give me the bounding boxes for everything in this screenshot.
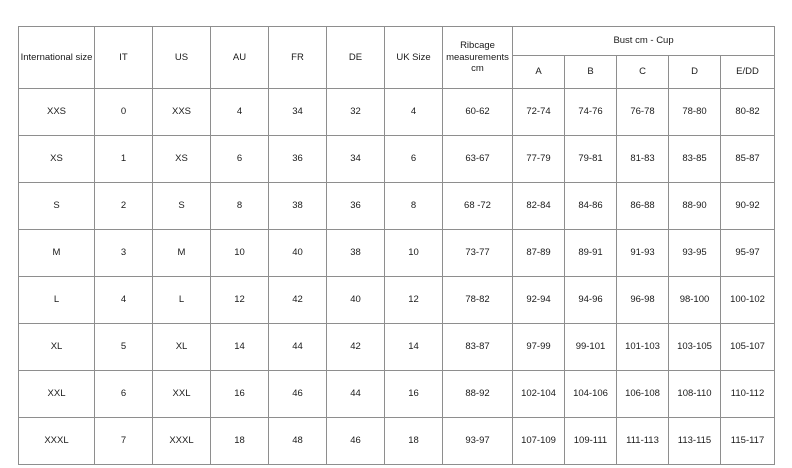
cell-fr: 34 bbox=[269, 89, 327, 136]
cell-us: L bbox=[153, 277, 211, 324]
cell-us: XXL bbox=[153, 371, 211, 418]
cell-fr: 42 bbox=[269, 277, 327, 324]
cell-au: 10 bbox=[211, 230, 269, 277]
cell-cup-b: 94-96 bbox=[565, 277, 617, 324]
cell-cup-c: 106-108 bbox=[617, 371, 669, 418]
table-row bbox=[19, 371, 775, 418]
cell-au: 8 bbox=[211, 183, 269, 230]
header-international-size: International size bbox=[19, 27, 95, 89]
header-de: DE bbox=[327, 27, 385, 89]
cell-cup-edd: 115-117 bbox=[721, 418, 775, 465]
table-row bbox=[19, 136, 775, 183]
cell-cup-d: 98-100 bbox=[669, 277, 721, 324]
cell-de: 38 bbox=[327, 230, 385, 277]
header-it: IT bbox=[95, 27, 153, 89]
cell-cup-a: 102-104 bbox=[513, 371, 565, 418]
cell-cup-d: 103-105 bbox=[669, 324, 721, 371]
cell-uk: 14 bbox=[385, 324, 443, 371]
cell-it: 0 bbox=[95, 89, 153, 136]
header-cup-edd: E/DD bbox=[721, 56, 775, 89]
cell-us: XXS bbox=[153, 89, 211, 136]
cell-us: XL bbox=[153, 324, 211, 371]
header-cup-d: D bbox=[669, 56, 721, 89]
header-cup-b: B bbox=[565, 56, 617, 89]
cell-it: 1 bbox=[95, 136, 153, 183]
table-row bbox=[19, 418, 775, 465]
header-uk-size: UK Size bbox=[385, 27, 443, 89]
header-ribcage-measurements: Ribcage measurements cm bbox=[443, 27, 513, 89]
cell-cup-a: 82-84 bbox=[513, 183, 565, 230]
header-bust-cup-group: Bust cm - Cup bbox=[513, 27, 775, 56]
cell-cup-c: 101-103 bbox=[617, 324, 669, 371]
cell-cup-b: 74-76 bbox=[565, 89, 617, 136]
cell-international-size: XL bbox=[19, 324, 95, 371]
cell-ribcage: 73-77 bbox=[443, 230, 513, 277]
cell-international-size: XXXL bbox=[19, 418, 95, 465]
cell-cup-edd: 105-107 bbox=[721, 324, 775, 371]
cell-au: 18 bbox=[211, 418, 269, 465]
cell-cup-edd: 100-102 bbox=[721, 277, 775, 324]
cell-ribcage: 88-92 bbox=[443, 371, 513, 418]
cell-fr: 36 bbox=[269, 136, 327, 183]
cell-cup-b: 84-86 bbox=[565, 183, 617, 230]
cell-cup-b: 109-111 bbox=[565, 418, 617, 465]
cell-fr: 38 bbox=[269, 183, 327, 230]
cell-international-size: XS bbox=[19, 136, 95, 183]
table-row bbox=[19, 89, 775, 136]
cell-cup-c: 111-113 bbox=[617, 418, 669, 465]
table-body bbox=[19, 89, 775, 465]
cell-cup-a: 92-94 bbox=[513, 277, 565, 324]
size-chart-table bbox=[18, 26, 775, 465]
cell-uk: 18 bbox=[385, 418, 443, 465]
cell-au: 6 bbox=[211, 136, 269, 183]
cell-international-size: M bbox=[19, 230, 95, 277]
cell-cup-c: 76-78 bbox=[617, 89, 669, 136]
cell-fr: 46 bbox=[269, 371, 327, 418]
table-row bbox=[19, 277, 775, 324]
cell-fr: 44 bbox=[269, 324, 327, 371]
cell-de: 42 bbox=[327, 324, 385, 371]
header-cup-c: C bbox=[617, 56, 669, 89]
cell-cup-c: 91-93 bbox=[617, 230, 669, 277]
cell-cup-b: 89-91 bbox=[565, 230, 617, 277]
cell-it: 6 bbox=[95, 371, 153, 418]
cell-au: 14 bbox=[211, 324, 269, 371]
cell-cup-edd: 95-97 bbox=[721, 230, 775, 277]
cell-us: XS bbox=[153, 136, 211, 183]
cell-ribcage: 68 -72 bbox=[443, 183, 513, 230]
cell-it: 2 bbox=[95, 183, 153, 230]
cell-cup-c: 81-83 bbox=[617, 136, 669, 183]
cell-ribcage: 63-67 bbox=[443, 136, 513, 183]
cell-international-size: S bbox=[19, 183, 95, 230]
header-fr: FR bbox=[269, 27, 327, 89]
cell-uk: 6 bbox=[385, 136, 443, 183]
cell-ribcage: 60-62 bbox=[443, 89, 513, 136]
cell-de: 46 bbox=[327, 418, 385, 465]
header-us: US bbox=[153, 27, 211, 89]
cell-uk: 8 bbox=[385, 183, 443, 230]
cell-au: 12 bbox=[211, 277, 269, 324]
cell-cup-edd: 90-92 bbox=[721, 183, 775, 230]
cell-de: 32 bbox=[327, 89, 385, 136]
cell-cup-a: 107-109 bbox=[513, 418, 565, 465]
cell-ribcage: 93-97 bbox=[443, 418, 513, 465]
cell-international-size: XXL bbox=[19, 371, 95, 418]
cell-uk: 10 bbox=[385, 230, 443, 277]
cell-cup-d: 113-115 bbox=[669, 418, 721, 465]
cell-cup-edd: 80-82 bbox=[721, 89, 775, 136]
table-header bbox=[19, 27, 775, 89]
cell-au: 16 bbox=[211, 371, 269, 418]
cell-it: 4 bbox=[95, 277, 153, 324]
cell-cup-a: 87-89 bbox=[513, 230, 565, 277]
cell-ribcage: 83-87 bbox=[443, 324, 513, 371]
cell-au: 4 bbox=[211, 89, 269, 136]
cell-cup-b: 99-101 bbox=[565, 324, 617, 371]
table-row bbox=[19, 230, 775, 277]
cell-de: 40 bbox=[327, 277, 385, 324]
cell-cup-d: 88-90 bbox=[669, 183, 721, 230]
cell-cup-c: 96-98 bbox=[617, 277, 669, 324]
table-row bbox=[19, 324, 775, 371]
cell-us: XXXL bbox=[153, 418, 211, 465]
header-cup-a: A bbox=[513, 56, 565, 89]
cell-cup-a: 77-79 bbox=[513, 136, 565, 183]
cell-ribcage: 78-82 bbox=[443, 277, 513, 324]
header-au: AU bbox=[211, 27, 269, 89]
cell-uk: 4 bbox=[385, 89, 443, 136]
cell-cup-c: 86-88 bbox=[617, 183, 669, 230]
cell-us: S bbox=[153, 183, 211, 230]
table-row bbox=[19, 183, 775, 230]
cell-cup-d: 108-110 bbox=[669, 371, 721, 418]
cell-de: 34 bbox=[327, 136, 385, 183]
cell-it: 5 bbox=[95, 324, 153, 371]
cell-uk: 12 bbox=[385, 277, 443, 324]
cell-cup-a: 97-99 bbox=[513, 324, 565, 371]
cell-us: M bbox=[153, 230, 211, 277]
cell-international-size: L bbox=[19, 277, 95, 324]
cell-uk: 16 bbox=[385, 371, 443, 418]
cell-it: 3 bbox=[95, 230, 153, 277]
cell-cup-b: 79-81 bbox=[565, 136, 617, 183]
cell-cup-d: 93-95 bbox=[669, 230, 721, 277]
header-row-top bbox=[19, 27, 775, 56]
cell-cup-edd: 110-112 bbox=[721, 371, 775, 418]
cell-cup-d: 83-85 bbox=[669, 136, 721, 183]
cell-cup-edd: 85-87 bbox=[721, 136, 775, 183]
cell-cup-a: 72-74 bbox=[513, 89, 565, 136]
cell-fr: 40 bbox=[269, 230, 327, 277]
cell-de: 44 bbox=[327, 371, 385, 418]
cell-cup-b: 104-106 bbox=[565, 371, 617, 418]
cell-it: 7 bbox=[95, 418, 153, 465]
cell-de: 36 bbox=[327, 183, 385, 230]
cell-fr: 48 bbox=[269, 418, 327, 465]
cell-cup-d: 78-80 bbox=[669, 89, 721, 136]
cell-international-size: XXS bbox=[19, 89, 95, 136]
